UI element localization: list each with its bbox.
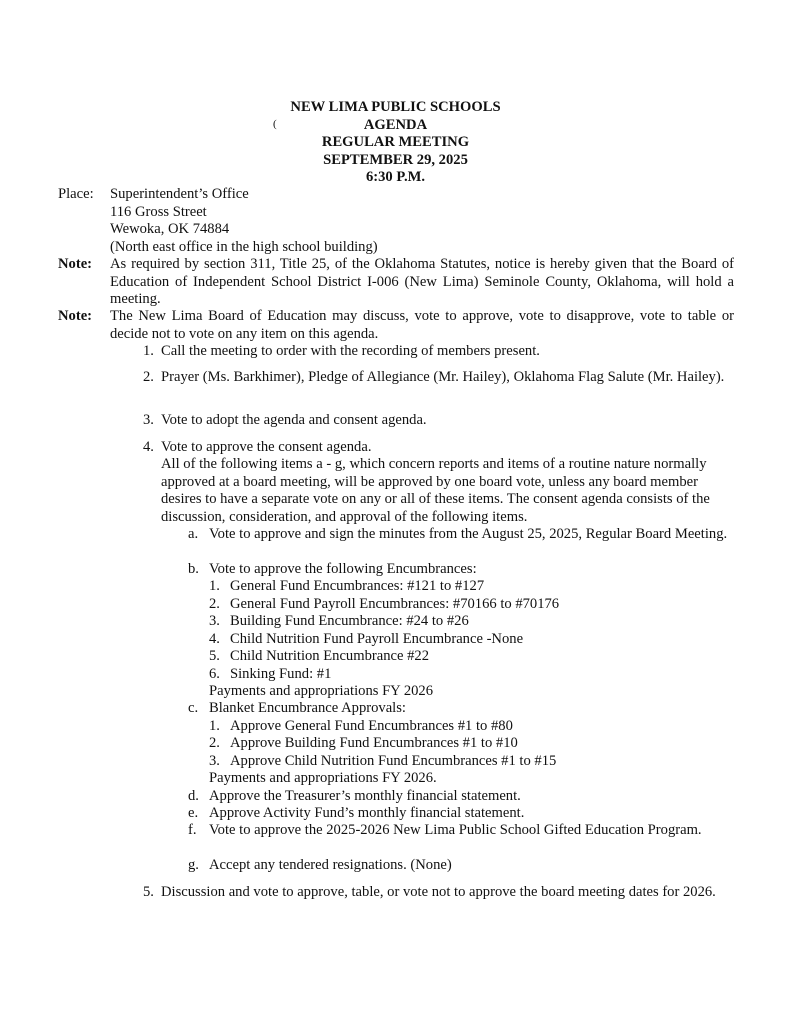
item-text: Prayer (Ms. Barkhimer), Pledge of Allegiance (Mr. Hailey), Oklahoma Flag Salute (Mr. Hailey).	[161, 369, 725, 385]
blanket-num: 1.	[209, 718, 220, 734]
meeting-time: 6:30 P.M.	[365, 169, 426, 185]
item-text: Vote to adopt the agenda and consent agenda.	[161, 412, 427, 428]
payments-note: Payments and appropriations FY 2026.	[209, 770, 437, 786]
encumbrance-item: General Fund Payroll Encumbrances: #70166 to #70176	[230, 596, 560, 612]
school-name: NEW LIMA PUBLIC SCHOOLS	[290, 99, 501, 115]
sub-text: Accept any tendered resignations. (None)	[209, 857, 452, 873]
sub-letter: f.	[188, 822, 197, 838]
blanket-item: Approve General Fund Encumbrances #1 to #80	[230, 718, 513, 734]
note-label: Note:	[58, 308, 93, 324]
encumbrance-num: 6.	[209, 666, 220, 682]
encumbrance-item: Building Fund Encumbrance: #24 to #26	[230, 613, 469, 629]
note-text: As required by section 311, Title 25, of the Oklahoma Statutes, notice is hereby given that the Board of Education of Independent School District I-006 (New Lima) Seminole County, Oklahoma, will hold a meeting.	[110, 256, 734, 307]
item-number: 1.	[143, 343, 154, 359]
place-line: Wewoka, OK 74884	[110, 221, 230, 237]
sub-letter: c.	[188, 700, 199, 716]
item-number: 5.	[143, 884, 154, 900]
sub-text: Approve Activity Fund’s monthly financial statement.	[209, 805, 525, 821]
item-number: 3.	[143, 412, 154, 428]
place-line: 116 Gross Street	[110, 204, 207, 220]
encumbrance-num: 3.	[209, 613, 220, 629]
encumbrance-num: 1.	[209, 578, 220, 594]
payments-note: Payments and appropriations FY 2026	[209, 683, 434, 699]
encumbrance-item: General Fund Encumbrances: #121 to #127	[230, 578, 485, 594]
place-line: (North east office in the high school building)	[110, 239, 378, 255]
sub-text: Vote to approve and sign the minutes from the August 25, 2025, Regular Board Meeting.	[209, 526, 728, 542]
sub-text: Approve the Treasurer’s monthly financial statement.	[209, 788, 521, 804]
encumbrance-num: 2.	[209, 596, 220, 612]
blanket-item: Approve Child Nutrition Fund Encumbrances #1 to #15	[230, 753, 557, 769]
encumbrance-item: Sinking Fund: #1	[230, 666, 332, 682]
meeting-type: REGULAR MEETING	[321, 134, 470, 150]
item-text: Discussion and vote to approve, table, or vote not to approve the board meeting dates for 2026.	[161, 884, 716, 900]
item-number: 4.	[143, 439, 154, 455]
stray-mark: (	[273, 118, 277, 130]
note-label: Note:	[58, 256, 93, 272]
note-text: The New Lima Board of Education may discuss, vote to approve, vote to disapprove, vote to table or decide not to vote on any item on this agenda.	[110, 308, 734, 342]
blanket-num: 3.	[209, 753, 220, 769]
item-text: Vote to approve the consent agenda.	[161, 439, 372, 455]
item-number: 2.	[143, 369, 154, 385]
encumbrance-item: Child Nutrition Fund Payroll Encumbrance -None	[230, 631, 524, 647]
encumbrance-num: 4.	[209, 631, 220, 647]
encumbrance-num: 5.	[209, 648, 220, 664]
sub-letter: b.	[188, 561, 199, 577]
sub-letter: e.	[188, 805, 199, 821]
place-label: Place:	[58, 186, 94, 202]
sub-text: Vote to approve the 2025-2026 New Lima Public School Gifted Education Program.	[209, 822, 702, 838]
doc-title: AGENDA	[363, 117, 428, 133]
encumbrance-item: Child Nutrition Encumbrance #22	[230, 648, 430, 664]
place-line: Superintendent’s Office	[110, 186, 249, 202]
blanket-num: 2.	[209, 735, 220, 751]
sub-letter: g.	[188, 857, 199, 873]
consent-intro: All of the following items a - g, which concern reports and items of a routine nature normally approved at a board meeting, will be approved by one board vote, unless any board member desires to have a separate vote on any or all of these items. The consent agenda consists of the discussion, consideration, and approval of the following items.	[161, 456, 710, 525]
sub-letter: a.	[188, 526, 199, 542]
sub-letter: d.	[188, 788, 199, 804]
sub-text: Vote to approve the following Encumbrances:	[209, 561, 477, 577]
meeting-date: SEPTEMBER 29, 2025	[323, 152, 468, 168]
sub-text: Blanket Encumbrance Approvals:	[209, 700, 406, 716]
item-text: Call the meeting to order with the recording of members present.	[161, 343, 540, 359]
blanket-item: Approve Building Fund Encumbrances #1 to #10	[230, 735, 518, 751]
